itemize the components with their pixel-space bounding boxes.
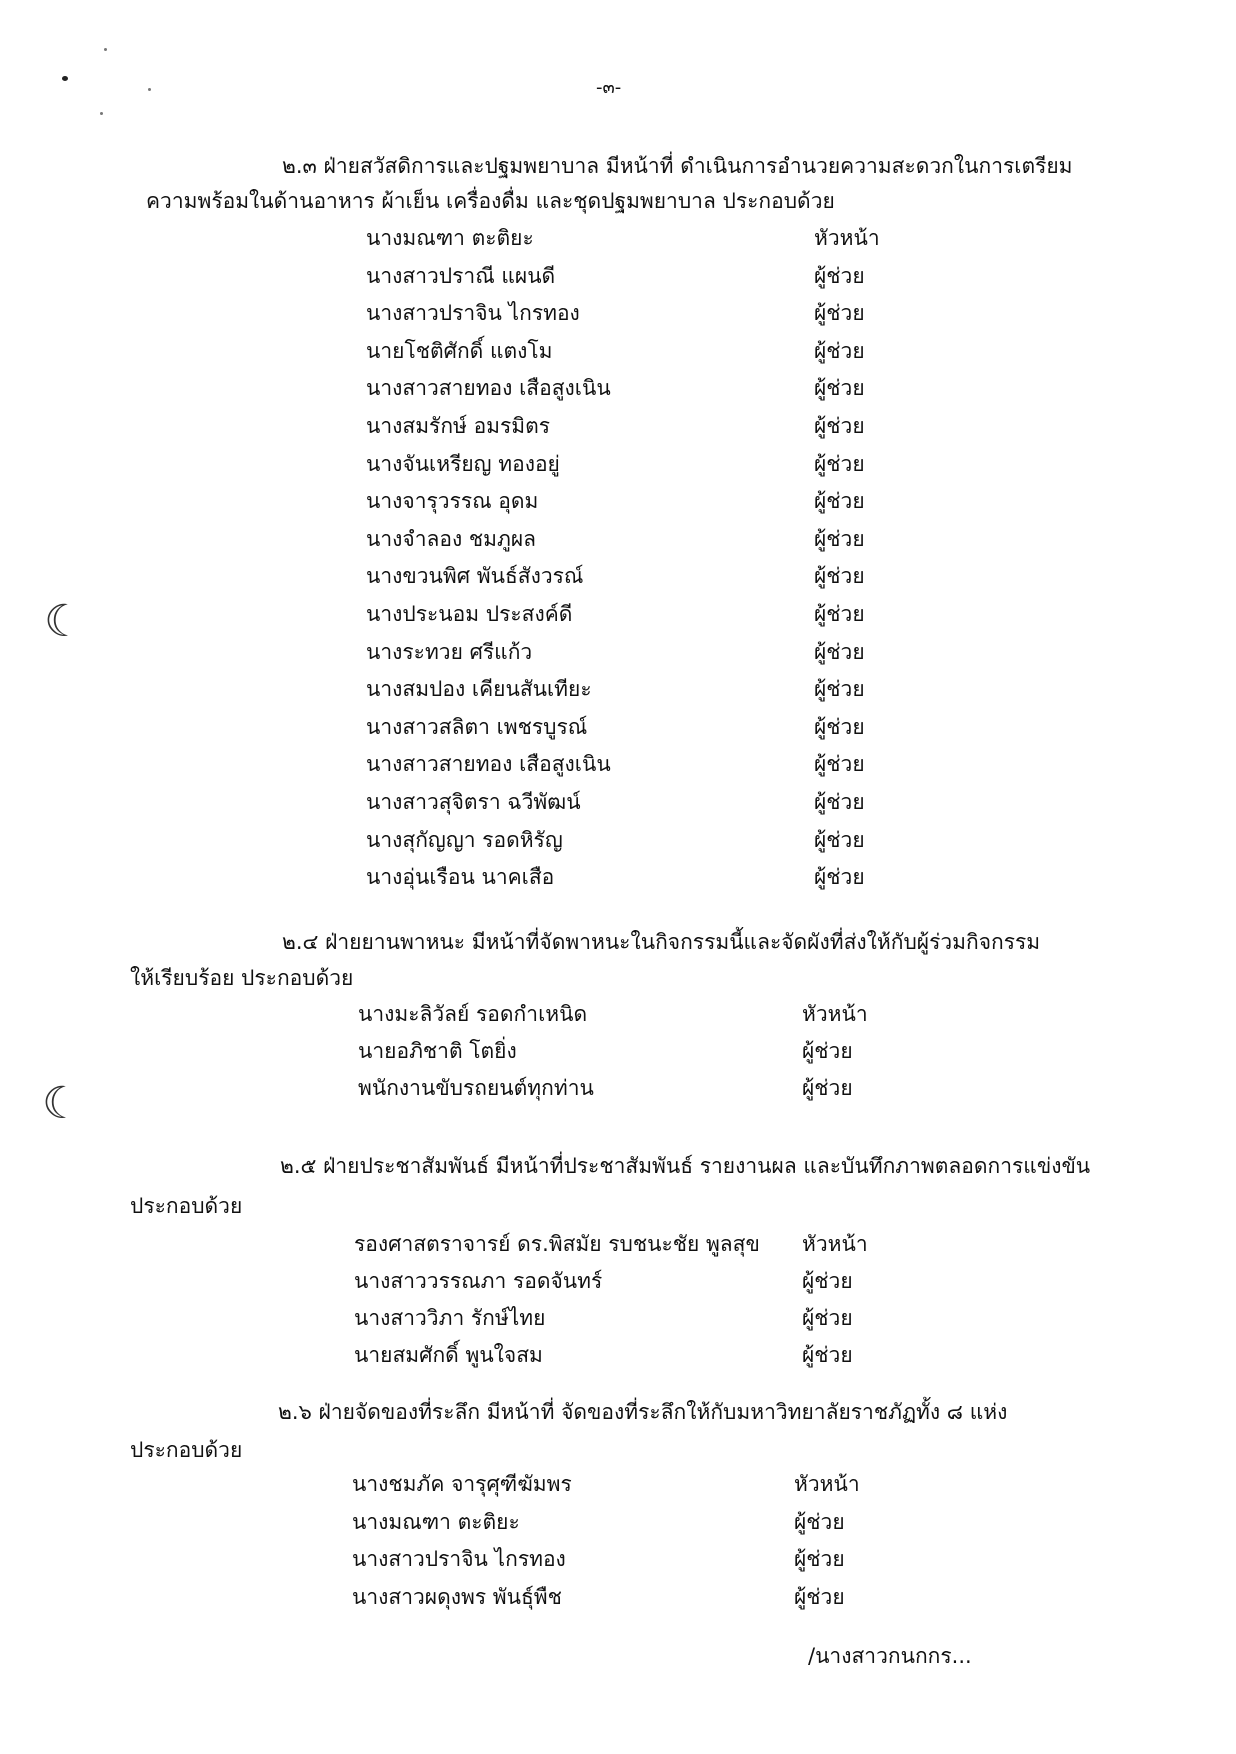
binder-hole-mark: ☾ [44, 596, 84, 647]
member-name: นายโชติศักดิ์ แตงโม [366, 339, 553, 363]
member-role: ผู้ช่วย [814, 301, 865, 325]
member-role: ผู้ช่วย [814, 414, 865, 438]
member-name: นางสาวสายทอง เสือสูงเนิน [366, 376, 611, 400]
binder-hole-mark: ☾ [42, 1078, 82, 1129]
member-name: นางสุกัญญา รอดหิรัญ [366, 828, 563, 852]
member-name: นายอภิชาติ โตยิ่ง [358, 1039, 517, 1063]
member-name: นางสาวสุจิตรา ฉวีพัฒน์ [366, 790, 581, 814]
member-role: ผู้ช่วย [814, 376, 865, 400]
member-role: ผู้ช่วย [814, 677, 865, 701]
member-row [366, 636, 934, 672]
member-name: นางระทวย ศรีแก้ว [366, 640, 533, 664]
member-name: นางมณฑา ตะติยะ [352, 1510, 520, 1534]
member-name: นางสาวผดุงพร พันธุ์พืช [352, 1585, 562, 1609]
section-heading-continuation: ประกอบด้วย [130, 1194, 243, 1218]
member-name: นางจันเหรียญ ทองอยู่ [366, 452, 560, 476]
member-row [354, 1228, 922, 1264]
member-role: ผู้ช่วย [794, 1547, 845, 1571]
member-role: ผู้ช่วย [814, 715, 865, 739]
scan-speck [62, 76, 68, 81]
member-role: ผู้ช่วย [802, 1269, 853, 1293]
member-role: หัวหน้า [802, 1232, 868, 1256]
member-row [366, 222, 934, 258]
member-role: ผู้ช่วย [802, 1306, 853, 1330]
member-name: นางจำลอง ชมภูผล [366, 527, 537, 551]
member-role: ผู้ช่วย [814, 752, 865, 776]
member-row [366, 748, 934, 784]
member-name: นางจารุวรรณ อุดม [366, 489, 539, 513]
member-name: นางสมรักษ์ อมรมิตร [366, 414, 551, 438]
member-row [352, 1543, 914, 1579]
member-name: นางชมภัค จารุศุฑีฆัมพร [352, 1472, 572, 1496]
section-heading: ๒.๖ ฝ่ายจัดของที่ระลึก มีหน้าที่ จัดของที่ระลึกให้กับมหาวิทยาลัยราชภัฏทั้ง ๘ แห่ง [278, 1400, 1008, 1424]
member-role: ผู้ช่วย [814, 865, 865, 889]
member-row [366, 673, 934, 709]
member-role: ผู้ช่วย [814, 564, 865, 588]
member-role: ผู้ช่วย [814, 527, 865, 551]
member-name: นางประนอม ประสงค์ดี [366, 602, 573, 626]
member-role: หัวหน้า [794, 1472, 860, 1496]
member-role: หัวหน้า [814, 226, 880, 250]
member-name: นางสมปอง เคียนสันเทียะ [366, 677, 592, 701]
member-role: ผู้ช่วย [814, 339, 865, 363]
member-row [366, 485, 934, 521]
member-row [352, 1581, 914, 1617]
member-role: ผู้ช่วย [814, 264, 865, 288]
member-row [352, 1468, 914, 1504]
member-row [358, 1072, 922, 1108]
member-name: นางสาวสลิตา เพชรบูรณ์ [366, 715, 588, 739]
member-row [354, 1265, 922, 1301]
member-role: ผู้ช่วย [794, 1585, 845, 1609]
scan-speck [148, 88, 151, 91]
section-heading-continuation: ประกอบด้วย [130, 1438, 243, 1462]
member-row [366, 861, 934, 897]
member-role: ผู้ช่วย [814, 640, 865, 664]
member-name: นางมะลิวัลย์ รอดกำเหนิด [358, 1002, 588, 1026]
scan-speck [104, 48, 107, 51]
member-row [366, 824, 934, 860]
next-page-continuation: /นางสาวกนกกร... [808, 1644, 972, 1668]
member-name: นางสาวปราจิน ไกรทอง [352, 1547, 566, 1571]
member-row [366, 260, 934, 296]
member-role: ผู้ช่วย [794, 1510, 845, 1534]
member-role: หัวหน้า [802, 1002, 868, 1026]
member-row [366, 711, 934, 747]
member-role: ผู้ช่วย [814, 602, 865, 626]
member-row [354, 1302, 922, 1338]
member-row [366, 598, 934, 634]
section-heading-continuation: ให้เรียบร้อย ประกอบด้วย [130, 966, 354, 990]
page-number: -๓- [596, 77, 622, 98]
member-name: รองศาสตราจารย์ ดร.พิสมัย รบชนะชัย พูลสุข [354, 1232, 760, 1256]
member-role: ผู้ช่วย [802, 1343, 853, 1367]
scan-speck [100, 112, 103, 115]
member-name: นางสาววิภา รักษ์ไทย [354, 1306, 546, 1330]
member-row [354, 1339, 922, 1375]
member-role: ผู้ช่วย [802, 1076, 853, 1100]
member-name: นางอุ่นเรือน นาคเสือ [366, 865, 555, 889]
member-name: นางขวนพิศ พันธ์สังวรณ์ [366, 564, 584, 588]
member-role: ผู้ช่วย [814, 828, 865, 852]
member-row [366, 410, 934, 446]
section-heading: ๒.๔ ฝ่ายยานพาหนะ มีหน้าที่จัดพาหนะในกิจกรรมนี้และจัดผังที่ส่งให้กับผู้ร่วมกิจกรรม [282, 930, 1041, 954]
member-name: พนักงานขับรถยนต์ทุกท่าน [358, 1076, 594, 1100]
member-role: ผู้ช่วย [814, 489, 865, 513]
section-heading-continuation: ความพร้อมในด้านอาหาร ผ้าเย็น เครื่องดื่ม และชุดปฐมพยาบาล ประกอบด้วย [146, 189, 835, 213]
member-row [358, 998, 922, 1034]
member-role: ผู้ช่วย [814, 790, 865, 814]
member-name: นางสาวปราจิน ไกรทอง [366, 301, 580, 325]
member-row [366, 786, 934, 822]
member-name: นายสมศักดิ์ พูนใจสม [354, 1343, 543, 1367]
member-row [366, 448, 934, 484]
member-name: นางสาววรรณภา รอดจันทร์ [354, 1269, 603, 1293]
member-name: นางสาวสายทอง เสือสูงเนิน [366, 752, 611, 776]
member-role: ผู้ช่วย [802, 1039, 853, 1063]
member-row [366, 297, 934, 333]
member-row [358, 1035, 922, 1071]
member-row [366, 372, 934, 408]
section-heading: ๒.๕ ฝ่ายประชาสัมพันธ์ มีหน้าที่ประชาสัมพันธ์ รายงานผล และบันทึกภาพตลอดการแข่งขัน [280, 1154, 1091, 1178]
member-role: ผู้ช่วย [814, 452, 865, 476]
member-row [366, 523, 934, 559]
section-heading: ๒.๓ ฝ่ายสวัสดิการและปฐมพยาบาล มีหน้าที่ ดำเนินการอำนวยความสะดวกในการเตรียม [282, 154, 1073, 178]
member-row [366, 560, 934, 596]
member-name: นางมณฑา ตะติยะ [366, 226, 534, 250]
member-row [366, 335, 934, 371]
member-name: นางสาวปราณี แผนดี [366, 264, 556, 288]
member-row [352, 1506, 914, 1542]
